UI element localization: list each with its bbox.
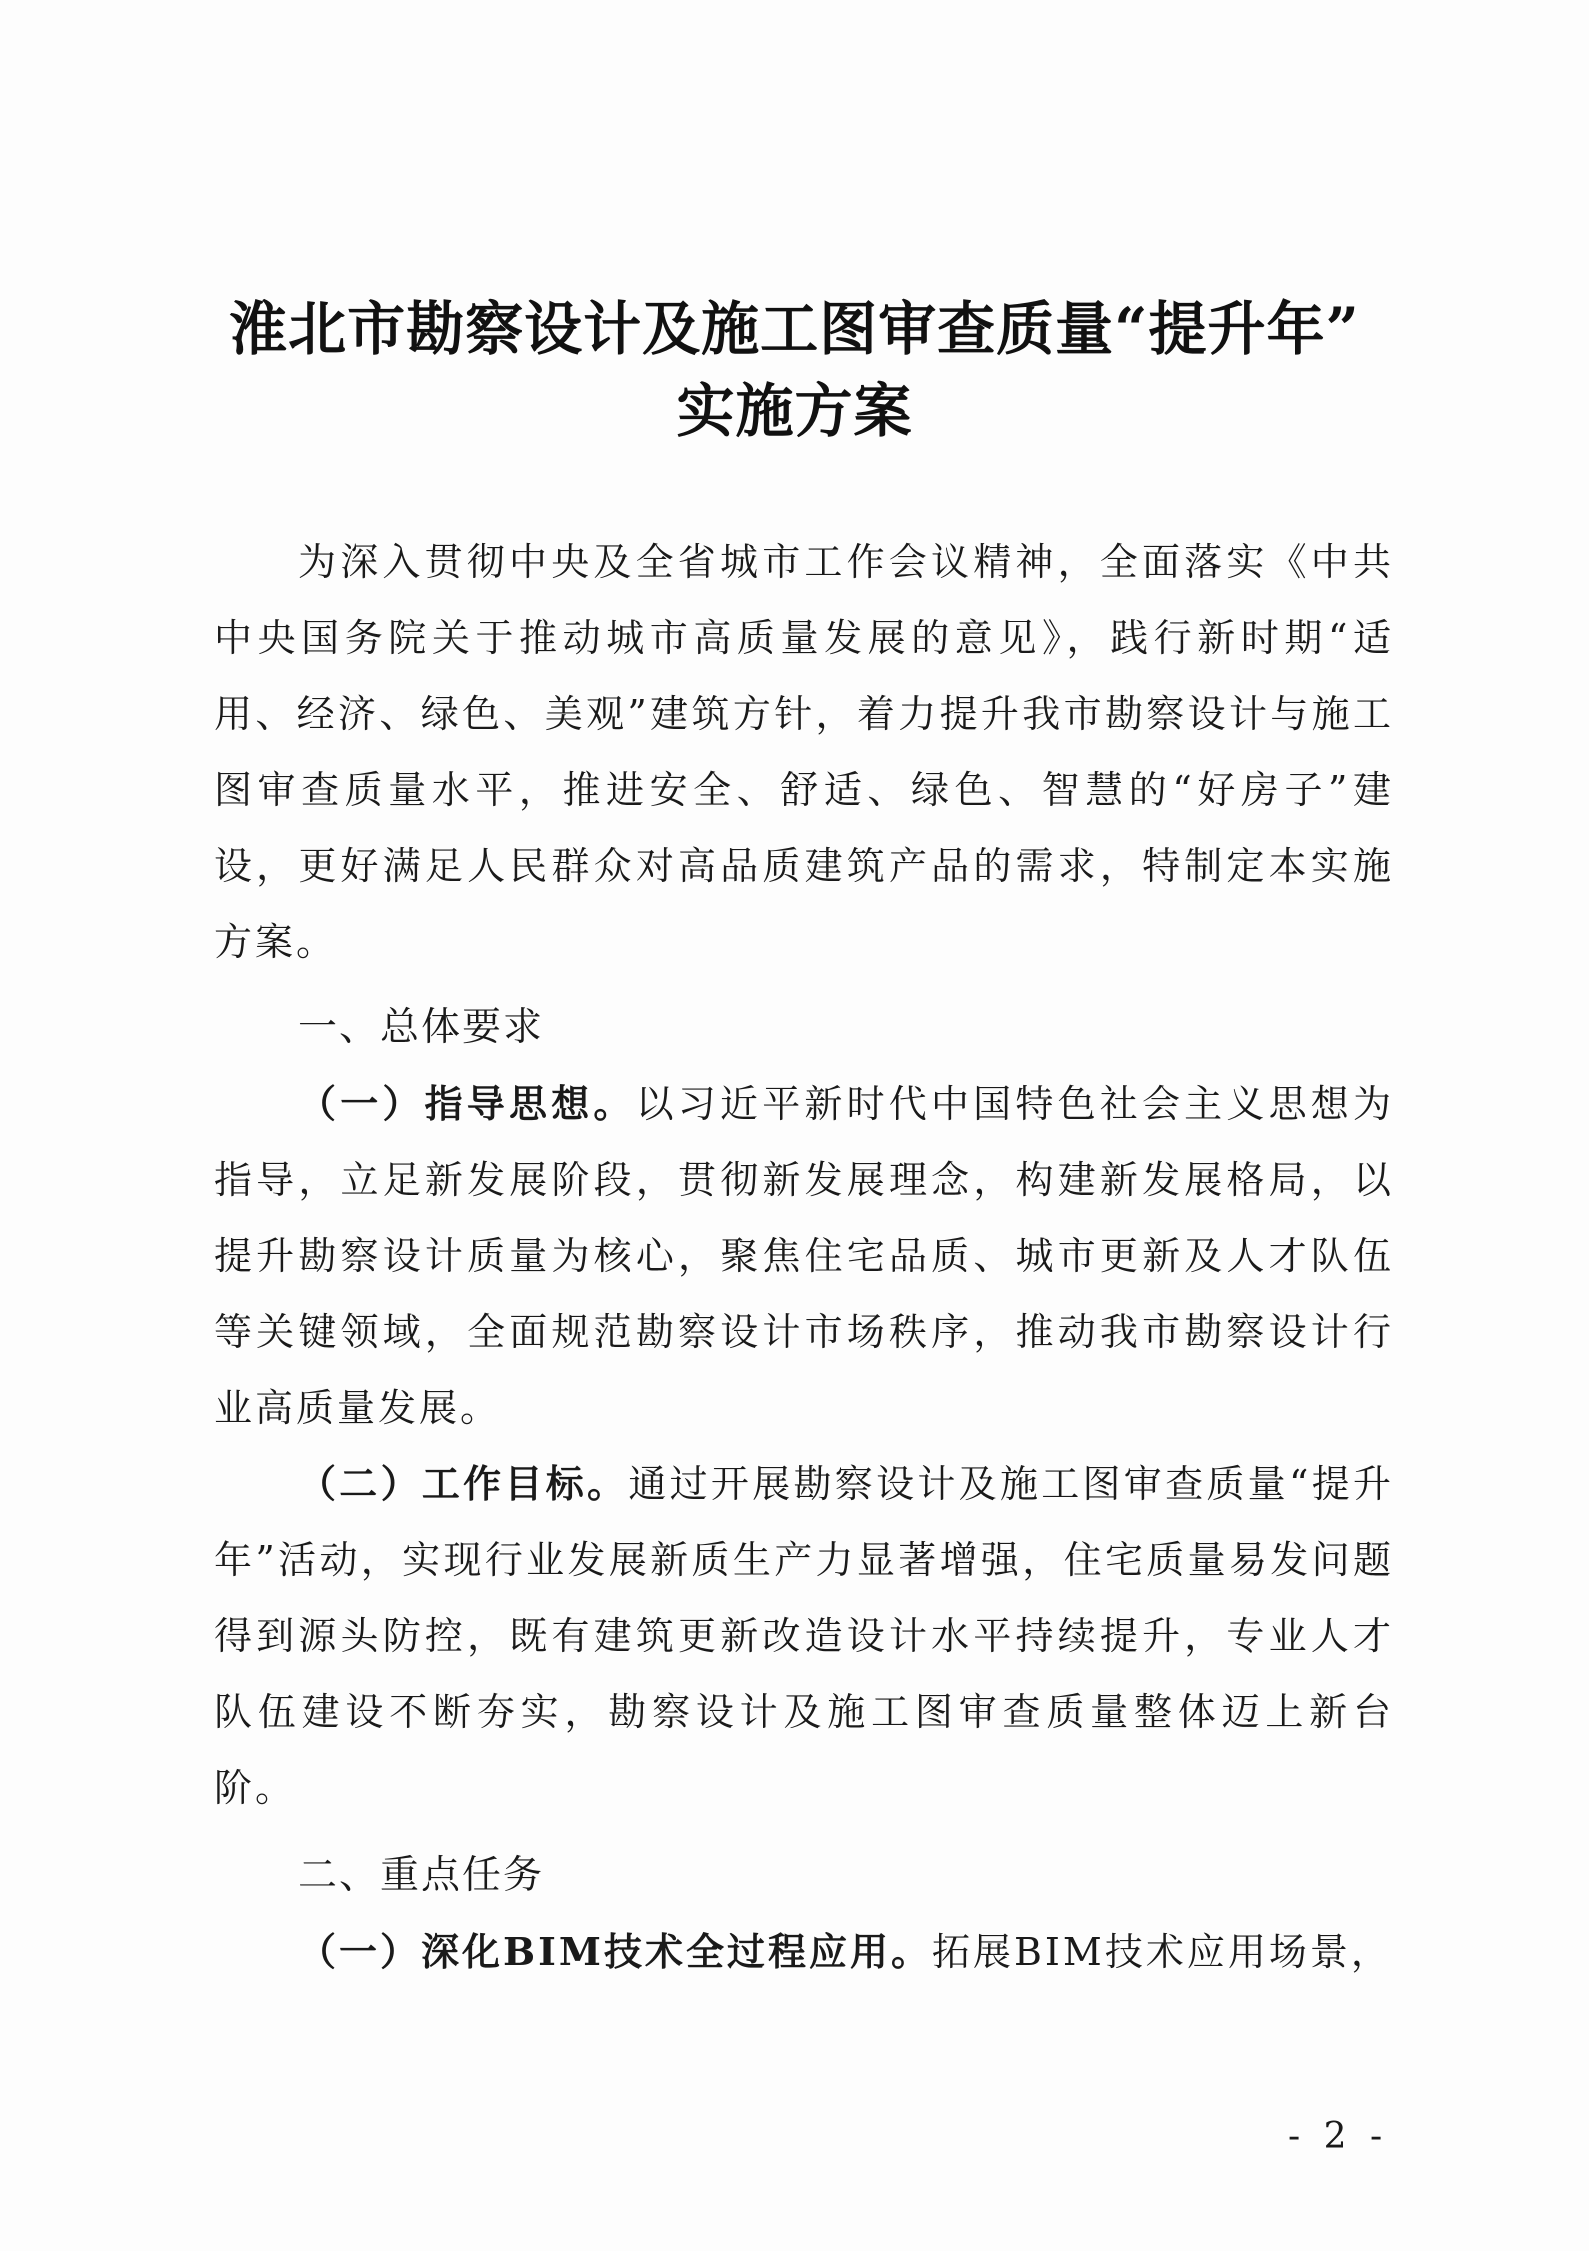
work-goal-lead: （二）工作目标。 bbox=[298, 1461, 629, 1506]
page-number: - 2 - bbox=[1288, 2116, 1389, 2157]
intro-paragraph: 为深入贯彻中央及全省城市工作会议精神，全面落实《中共中央国务院关于推动城市高质量发展的意见》，践行新时期“适用、经济、绿色、美观”建筑方针，着力提升我市勘察设计与施工图审查质量水平，推进安全、舒适、绿色、智慧的“好房子”建设，更好满足人民群众对高品质建筑产品的需求，特制定本实施方案。 bbox=[214, 540, 1394, 964]
document-title-line1: 淮北市勘察设计及施工图审查质量“提升年” bbox=[229, 295, 1360, 363]
task1-lead: （一）深化BIM技术全过程应用。 bbox=[298, 1929, 932, 1974]
task1-paragraph bbox=[214, 1914, 1394, 1990]
section-heading-general-requirements: 一、总体要求 bbox=[298, 1005, 545, 1050]
guiding-ideology-paragraph bbox=[214, 1066, 1394, 1446]
section-heading-key-tasks: 二、重点任务 bbox=[298, 1853, 545, 1898]
guiding-ideology-text: 以习近平新时代中国特色社会主义思想为指导，立足新发展阶段，贯彻新发展理念，构建新发展格局，以提升勘察设计质量为核心，聚焦住宅品质、城市更新及人才队伍等关键领域，全面规范勘察设计市场秩序，推动我市勘察设计行业高质量发展。 bbox=[214, 1082, 1394, 1430]
document-title-line2: 实施方案 bbox=[676, 377, 913, 445]
task1-text: 拓展BIM技术应用场景， bbox=[931, 1930, 1392, 1974]
work-goal-paragraph bbox=[214, 1446, 1394, 1826]
guiding-ideology-lead: （一）指导思想。 bbox=[298, 1081, 636, 1126]
work-goal-text: 通过开展勘察设计及施工图审查质量“提升年”活动，实现行业发展新质生产力显著增强，住宅质量易发问题得到源头防控，既有建筑更新改造设计水平持续提升，专业人才队伍建设不断夯实，勘察设计及施工图审查质量整体迈上新台阶。 bbox=[214, 1462, 1394, 1810]
